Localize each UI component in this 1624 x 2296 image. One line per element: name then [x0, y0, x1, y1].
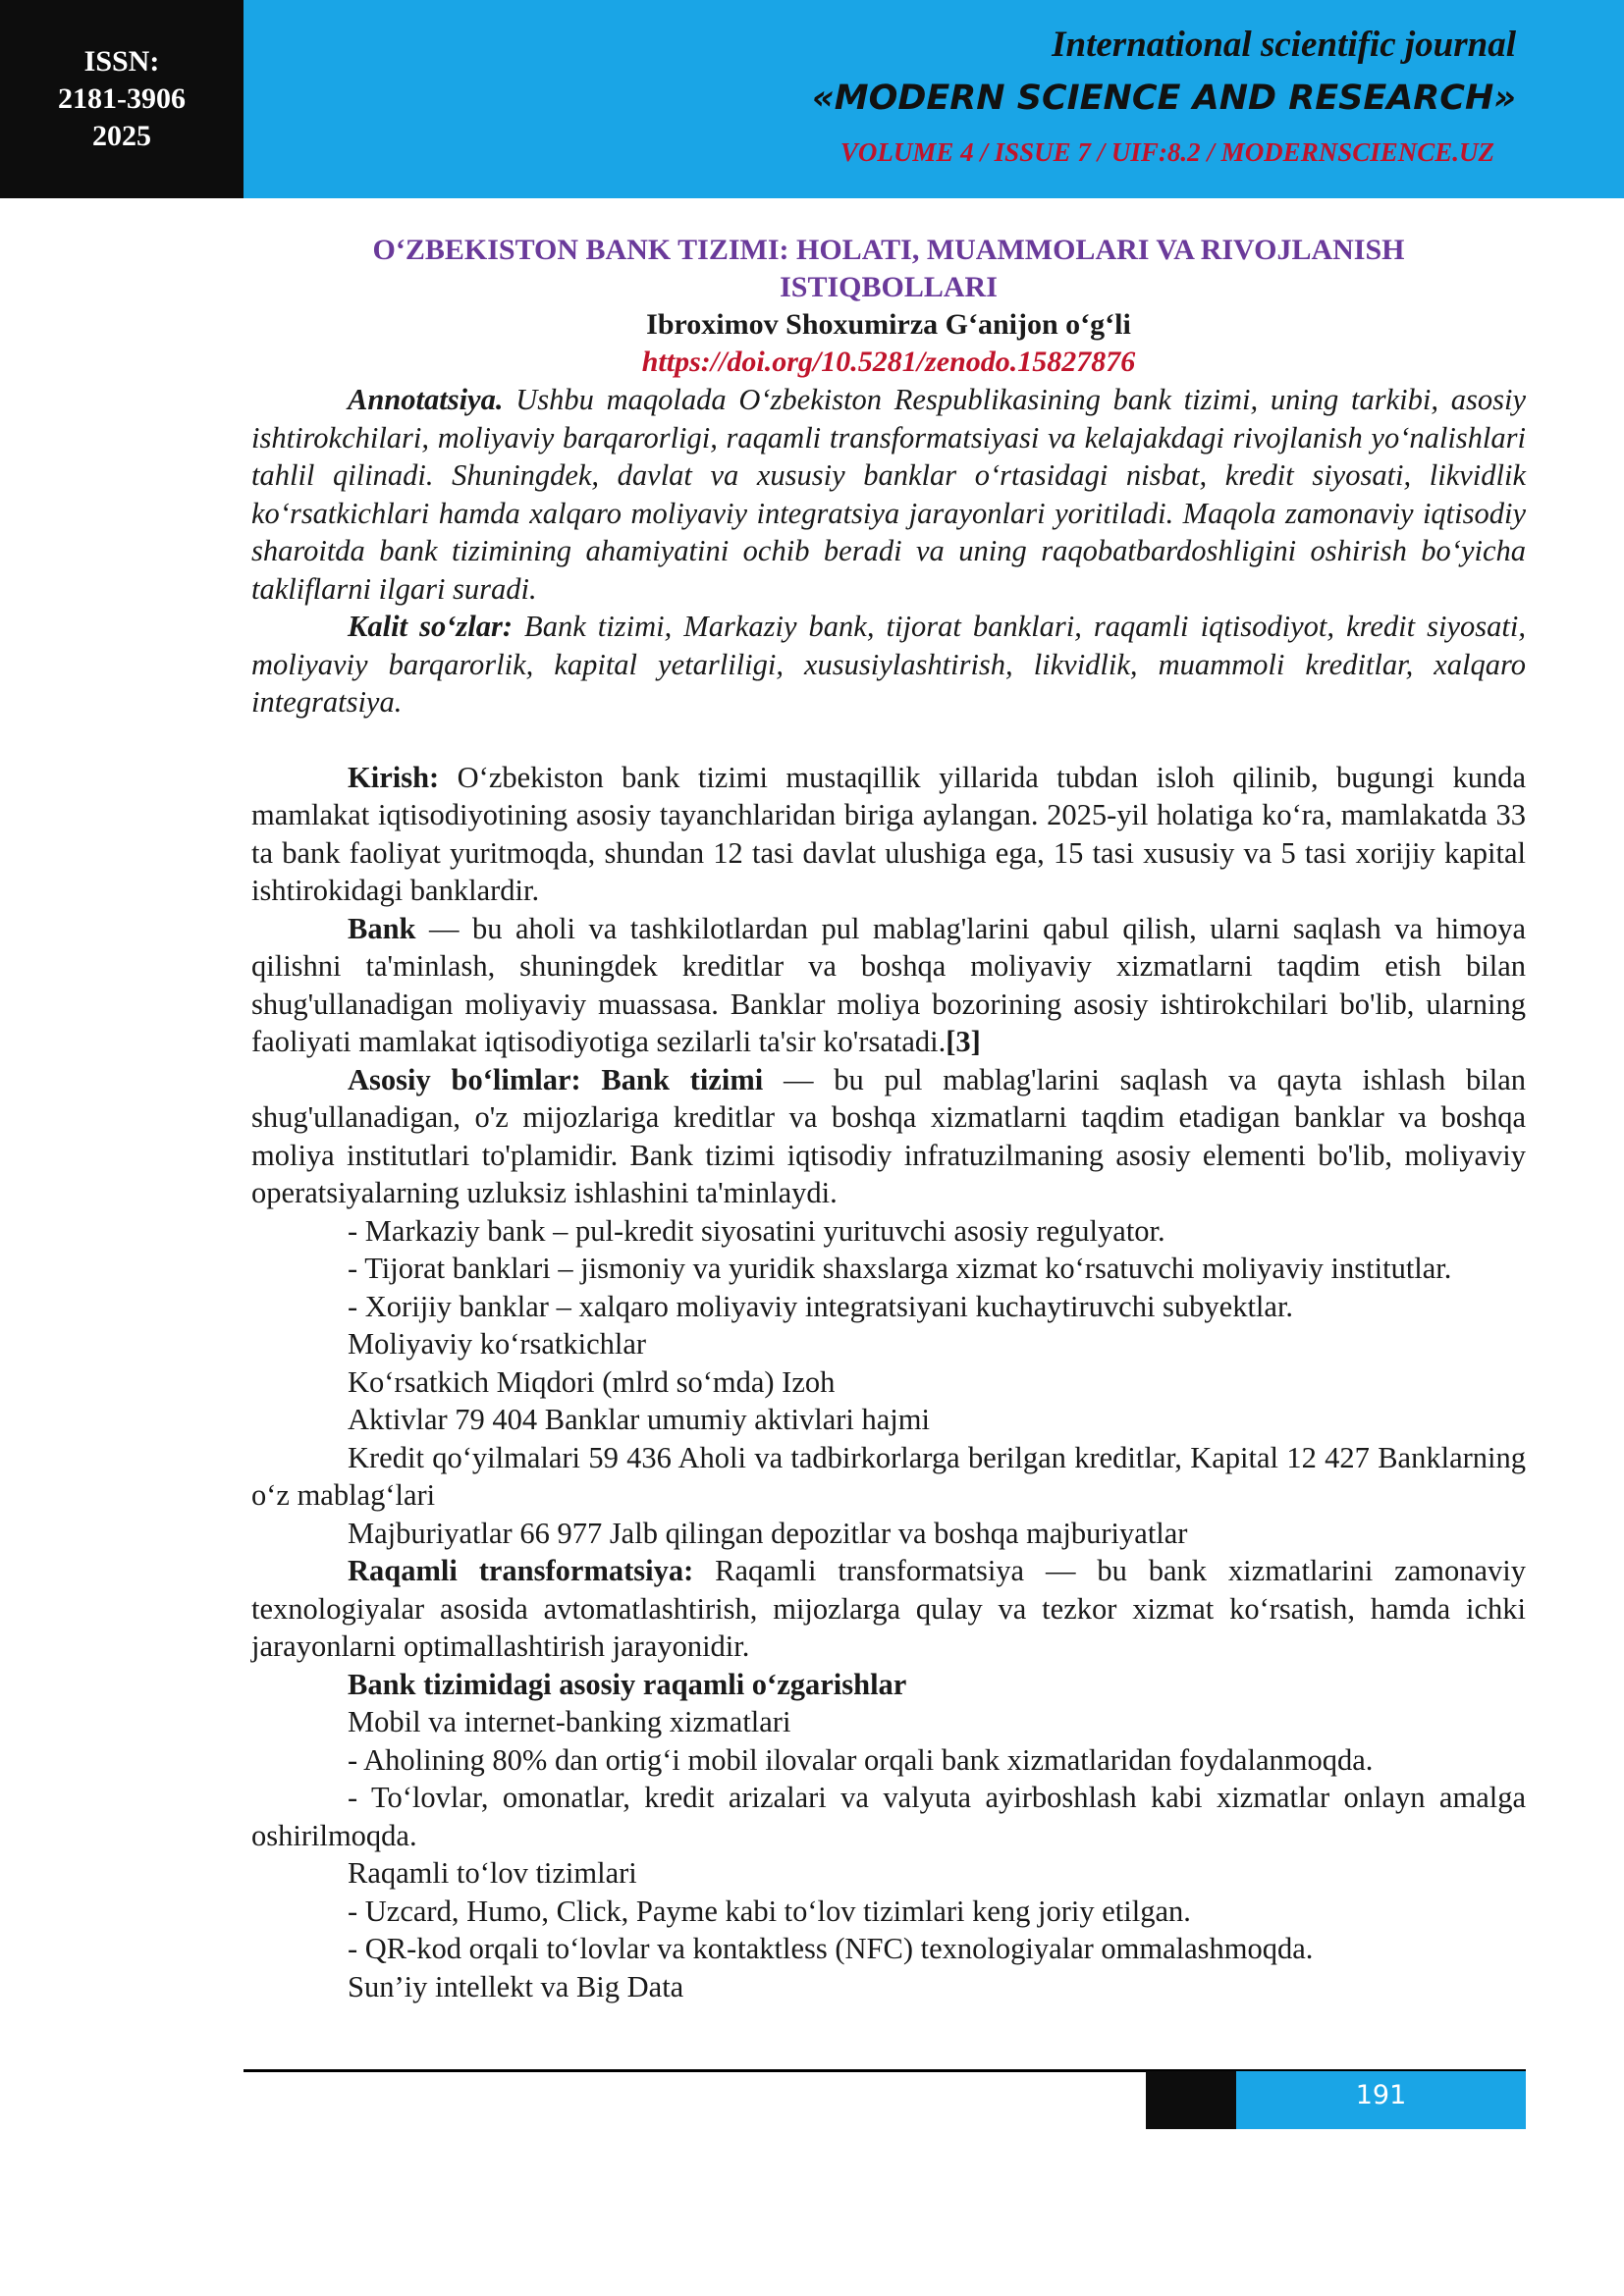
mobile-heading: Mobil va internet-banking xizmatlari	[348, 1705, 791, 1738]
issn-number: 2181-3906	[58, 82, 186, 115]
main-text: — bu pul mablag'larini saqlash va qayta ishlash bilan shug'ullanadigan, o'z mijozlariga kreditlar va boshqa xizmatlarni taqdim etadigan banklar va boshqa moliya institutlari to'plamidir. Bank tizimi iqtisodiy infratuzilmaning asosiy elementi bo'lib, moliyaviy operatsiyalarning uzluksiz ishlashini ta'minlaydi.	[251, 1062, 1526, 1209]
bank-label: Bank	[348, 911, 416, 945]
article-body	[251, 232, 1526, 2005]
financial-heading: Moliyaviy ko‘rsatkichlar	[348, 1327, 647, 1361]
author: Ibroximov Shoxumirza G‘anijon o‘g‘li	[646, 308, 1131, 341]
journal-type: International scientific journal	[1052, 25, 1516, 65]
footer-block	[1146, 2071, 1236, 2129]
intro-paragraph	[251, 759, 1526, 910]
journal-header	[244, 0, 1624, 198]
main-paragraph	[251, 1061, 1526, 1212]
intro-label: Kirish:	[348, 760, 440, 794]
keywords-label: Kalit so‘zlar:	[348, 610, 513, 643]
keywords	[251, 608, 1526, 721]
abstract	[251, 381, 1526, 608]
bank-paragraph	[251, 910, 1526, 1061]
financial-row: Kredit qo‘yilmalari 59 436 Aholi va tadbirkorlarga berilgan kreditlar, Kapital 12 427 Banklarning o‘z mablag‘lari	[251, 1440, 1526, 1512]
digital-paragraph	[251, 1552, 1526, 1666]
page-number-box	[1236, 2071, 1526, 2129]
financial-row: Majburiyatlar 66 977 Jalb qilingan depozitlar va boshqa majburiyatlar	[348, 1516, 1188, 1550]
payments-heading: Raqamli to‘lov tizimlari	[348, 1856, 637, 1890]
volume-line: VOLUME 4 / ISSUE 7 / UIF:8.2 / MODERNSCIENCE.UZ	[839, 137, 1494, 167]
list-item: - Aholining 80% dan ortig‘i mobil ilovalar orqali bank xizmatlaridan foydalanmoqda.	[348, 1742, 1374, 1777]
article-title	[251, 232, 1526, 306]
financial-row: Aktivlar 79 404 Banklar umumiy aktivlari hajmi	[348, 1403, 930, 1436]
financial-header-row: Ko‘rsatkich Miqdori (mlrd so‘mda) Izoh	[348, 1364, 836, 1399]
main-label: Asosiy bo‘limlar: Bank tizimi	[348, 1062, 764, 1096]
keywords-text: Bank tizimi, Markaziy bank, tijorat banklari, raqamli iqtisodiyot, kredit siyosati, moliyaviy barqarorlik, kapital yetarliligi, xususiylashtirish, likvidlik, muammoli kreditlar, xalqaro integratsiya.	[251, 610, 1526, 719]
bank-text: — bu aholi va tashkilotlardan pul mablag'larini qabul qilish, ularni saqlash va himoya qilishni ta'minlash, shuningdek kreditlar va boshqa moliyaviy xizmatlarni taqdim etish bilan shug'ullanadigan moliyaviy muassasa. Banklar moliya bozorining asosiy ishtirokchilari bo'lib, ularning faoliyati mamlakat iqtisodiyotiga sezilarli ta'sir ko'rsatadi.	[251, 911, 1526, 1058]
issn-year: 2025	[92, 120, 151, 152]
list-item: - Xorijiy banklar – xalqaro moliyaviy integratsiyani kuchaytiruvchi subyektlar.	[348, 1289, 1294, 1323]
issn-label: ISSN:	[83, 45, 160, 78]
spacer	[251, 721, 1526, 759]
list-item: - Markaziy bank – pul-kredit siyosatini yurituvchi asosiy regulyator.	[348, 1213, 1165, 1248]
intro-text: O‘zbekiston bank tizimi mustaqillik yillarida tubdan isloh qilinib, bugungi kunda mamlakat iqtisodiyotining asosiy tayanchlaridan biriga aylangan. 2025-yil holatiga ko‘ra, mamlakatda 33 ta bank faoliyat yuritmoqda, shundan 12 tasi davlat ulushiga ega, 15 tasi xususiy va 5 tasi xorijiy kapital ishtirokidagi banklardir.	[251, 760, 1526, 907]
issn-box	[0, 0, 244, 198]
title-line-2: ISTIQBOLLARI	[780, 271, 998, 303]
title-line-1: O‘ZBEKISTON BANK TIZIMI: HOLATI, MUAMMOLARI VA RIVOJLANISH	[372, 234, 1405, 266]
bank-reference: [3]	[946, 1025, 981, 1058]
list-item: - Tijorat banklari – jismoniy va yuridik shaxslarga xizmat ko‘rsatuvchi moliyaviy institutlar.	[348, 1252, 1452, 1285]
abstract-text: Ushbu maqolada O‘zbekiston Respublikasining bank tizimi, uning tarkibi, asosiy ishtirokchilari, moliyaviy barqarorligi, raqamli transformatsiyasi va kelajakdagi rivojlanish yo‘nalishlari tahlil qilinadi. Shuningdek, davlat va xususiy banklar o‘rtasidagi nisbat, kredit siyosati, likvidlik ko‘rsatkichlari hamda xalqaro moliyaviy integratsiya jarayonlari yoritiladi. Maqola zamonaviy iqtisodiy sharoitda bank tizimining ahamiyatini ochib beradi va uning raqobatbardoshligini oshirish bo‘yicha takliflarni ilgari suradi.	[251, 383, 1526, 606]
journal-name: «MODERN SCIENCE AND RESEARCH»	[812, 79, 1516, 118]
changes-heading: Bank tizimidagi asosiy raqamli o‘zgarishlar	[348, 1667, 907, 1701]
ai-heading: Sun’iy intellekt va Big Data	[348, 1969, 684, 2003]
digital-label: Raqamli transformatsiya:	[348, 1554, 694, 1587]
list-item: - QR-kod orqali to‘lovlar va kontaktless (NFC) texnologiyalar ommalashmoqda.	[348, 1932, 1314, 1965]
list-item: - Uzcard, Humo, Click, Payme kabi to‘lov tizimlari keng joriy etilgan.	[348, 1894, 1191, 1928]
doi-link[interactable]: https://doi.org/10.5281/zenodo.15827876	[641, 346, 1136, 378]
digital-text: Raqamli transformatsiya — bu bank xizmatlarini zamonaviy texnologiyalar asosida avtomatlashtirish, mijozlarga qulay va tezkor xizmat ko‘rsatish, hamda ichki jarayonlarni optimallashtirish jarayonidir.	[251, 1554, 1526, 1663]
page-number: 191	[1355, 2080, 1407, 2110]
list-item: - To‘lovlar, omonatlar, kredit arizalari va valyuta ayirboshlash kabi xizmatlar onlayn amalga oshirilmoqda.	[251, 1781, 1526, 1852]
abstract-label: Annotatsiya.	[348, 383, 504, 416]
